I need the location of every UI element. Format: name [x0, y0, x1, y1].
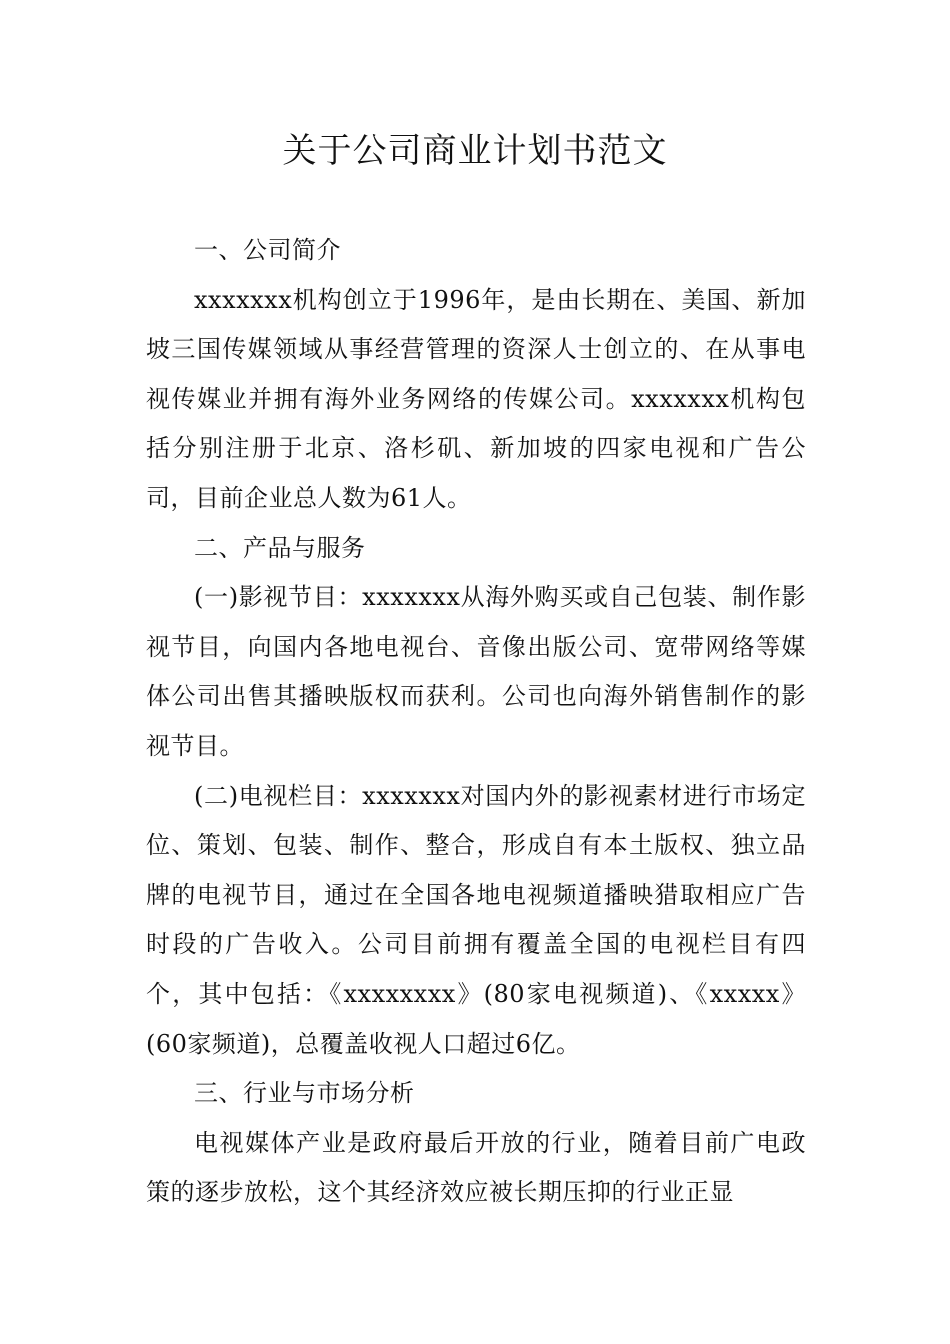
section-heading-industry-market: 三、行业与市场分析 [194, 1079, 415, 1108]
paragraph-industry-market: 电视媒体产业是政府最后开放的行业，随着目前广电政策的逐步放松，这个其经济效应被长期压抑的行业正显 [146, 1128, 806, 1207]
document-body [146, 226, 806, 1218]
paragraph-company-intro: xxxxxxx机构创立于1996年，是由长期在、美国、新加坡三国传媒领域从事经营管理的资深人士创立的、在从事电视传媒业并拥有海外业务网络的传媒公司。xxxxxxx机构包括分别注册于北京、洛杉矶、新加坡的四家电视和广告公司，目前企业总人数为61人。 [146, 285, 806, 512]
paragraph-tv-columns: (二)电视栏目：xxxxxxx对国内外的影视素材进行市场定位、策划、包装、制作、整合，形成自有本土版权、独立品牌的电视节目，通过在全国各地电视频道播映猎取相应广告时段的广告收入。公司目前拥有覆盖全国的电视栏目有四个，其中包括：《xxxxxxxx》(80家电视频道)、《xxxxx》(60家频道)，总覆盖收视人口超过6亿。 [146, 781, 806, 1058]
paragraph-film-programs: (一)影视节目：xxxxxxx从海外购买或自己包装、制作影视节目，向国内各地电视台、音像出版公司、宽带网络等媒体公司出售其播映版权而获利。公司也向海外销售制作的影视节目。 [146, 583, 806, 760]
document-title: 关于公司商业计划书范文 [282, 131, 668, 171]
section-heading-company-intro: 一、公司简介 [194, 236, 341, 264]
section-heading-products-services: 二、产品与服务 [194, 533, 366, 562]
